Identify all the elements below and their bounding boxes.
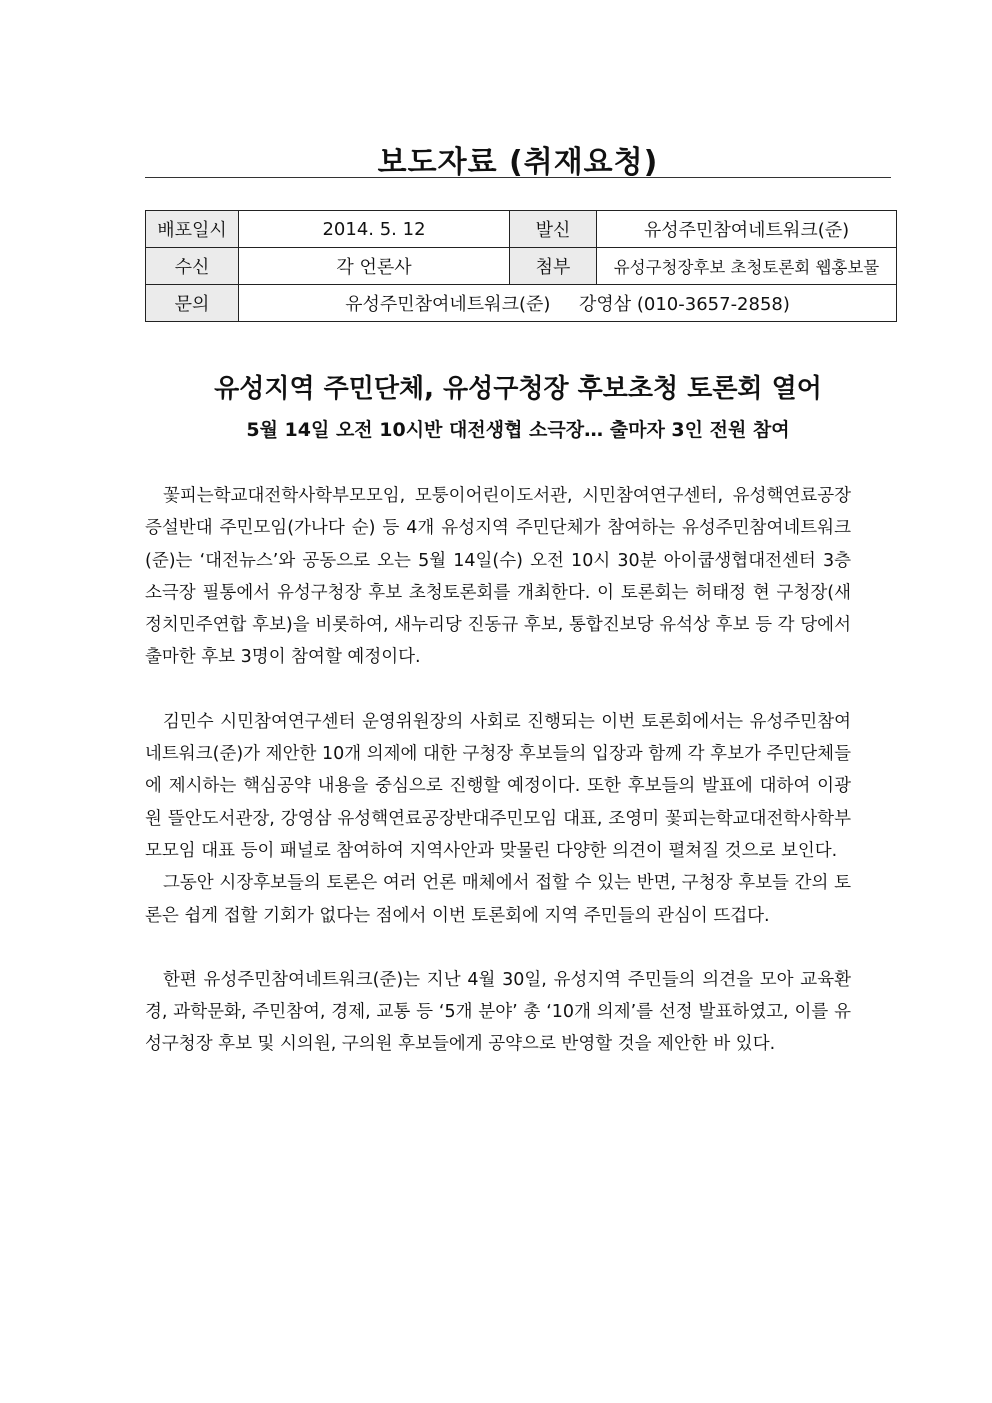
recipient-value: 각 언론사 bbox=[239, 248, 510, 285]
headline: 유성지역 주민단체, 유성구청장 후보초청 토론회 열어 bbox=[214, 374, 822, 404]
contact-value: 유성주민참여네트워크(준) 강영삼 (010-3657-2858) bbox=[239, 285, 897, 322]
date-label: 배포일시 bbox=[146, 211, 239, 248]
title-divider bbox=[145, 177, 891, 178]
sender-label: 발신 bbox=[510, 211, 597, 248]
paragraph: 꽃피는학교대전학사학부모모임, 모퉁이어린이도서관, 시민참여연구센터, 유성핵연료공장증설반대 주민모임(가나다 순) 등 4개 유성지역 주민단체가 참여하는 유성주민참여네트워크(준)는 ‘대전뉴스’와 공동으로 오는 5월 14일(수) 오전 10시 30분 아이쿱생협대전센터 3층 소극장 필통에서 유성구청장 후보 초청토론회를 개최한다. 이 토론회는 허태정 현 구청장(새정치민주연합 후보)을 비롯하여, 새누리당 진동규 후보, 통합진보당 유석상 후보 등 각 당에서 출마한 후보 3명이 참여할 예정이다. bbox=[145, 486, 851, 668]
attachment-value: 유성구청장후보 초청토론회 웹홍보물 bbox=[597, 248, 897, 285]
paragraph: 한편 유성주민참여네트워크(준)는 지난 4월 30일, 유성지역 주민들의 의견을 모아 교육환경, 과학문화, 주민참여, 경제, 교통 등 ‘5개 분야’ 총 ‘10개 의제’를 선정 발표하였고, 이를 유성구청장 후보 및 시의원, 구의원 후보들에게 공약으로 반영할 것을 제안한 바 있다. bbox=[145, 969, 851, 1055]
paragraph: 그동안 시장후보들의 토론은 여러 언론 매체에서 접할 수 있는 반면, 구청장 후보들 간의 토론은 쉽게 접할 기회가 없다는 점에서 이번 토론회에 지역 주민들의 관심이 뜨겁다. bbox=[145, 873, 851, 926]
table-row bbox=[146, 285, 897, 322]
document-title: 보도자료 (취재요청) bbox=[377, 145, 659, 180]
sender-value: 유성주민참여네트워크(준) bbox=[597, 211, 897, 248]
subheadline: 5월 14일 오전 10시반 대전생협 소극장… 출마자 3인 전원 참여 bbox=[246, 419, 790, 441]
date-value: 2014. 5. 12 bbox=[239, 211, 510, 248]
attachment-label: 첨부 bbox=[510, 248, 597, 285]
press-info-table bbox=[145, 210, 897, 322]
paragraph: 김민수 시민참여연구센터 운영위원장의 사회로 진행되는 이번 토론회에서는 유성주민참여네트워크(준)가 제안한 10개 의제에 대한 구청장 후보들의 입장과 함께 각 후보가 주민단체들에 제시하는 핵심공약 내용을 중심으로 진행할 예정이다. 또한 후보들의 발표에 대하여 이광원 뜰안도서관장, 강영삼 유성핵연료공장반대주민모임 대표, 조영미 꽃피는학교대전학사학부모모임 대표 등이 패널로 참여하여 지역사안과 맞물린 다양한 의견이 펼쳐질 것으로 보인다. bbox=[145, 711, 851, 861]
table-row bbox=[146, 248, 897, 285]
contact-label: 문의 bbox=[146, 285, 239, 322]
article-body bbox=[145, 480, 851, 1061]
table-row bbox=[146, 211, 897, 248]
recipient-label: 수신 bbox=[146, 248, 239, 285]
